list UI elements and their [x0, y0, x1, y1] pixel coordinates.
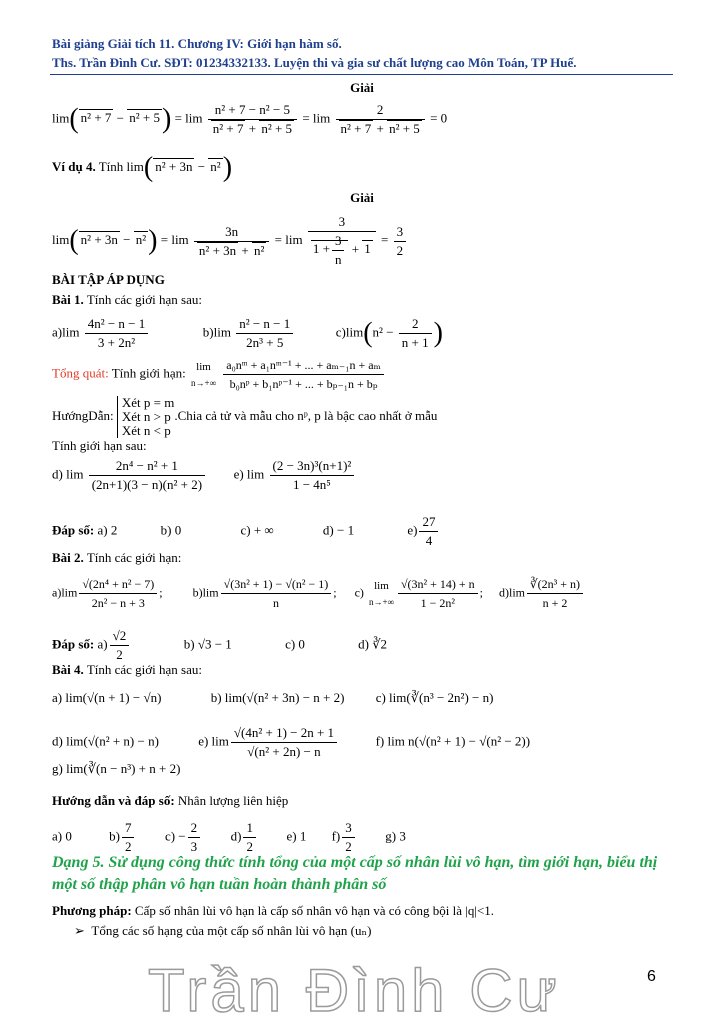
- equation-2: lim( n² + 3n − n²) = lim $\frac{3n}{\text{n² + 3n + n²}}$ = lim 3 1 + $\frac{3}{n}$ + 1 = $\frac{3}{2}$: [52, 214, 408, 268]
- eq2-fraction-1: $\frac{3n}{\text{n² + 3n + n²}}$: [194, 224, 269, 259]
- bai-2-title: Bài 2. Tính các giới hạn:: [52, 550, 182, 565]
- hint-block: HướngDẫn: Xét p = m Xét n > p Xét n < p .Chia cả tử và mẫu cho nᵖ, p là bậc cao nhất ở mẫu: [52, 395, 438, 438]
- header-rule: [50, 74, 673, 75]
- eq2-result: $\frac{3}{2}$: [394, 224, 407, 259]
- method-line: Phương pháp: Cấp số nhân lùi vô hạn là cấp số nhân vô hạn và có công bội là |q|<1.: [52, 903, 495, 918]
- bai-4-row-1: a) lim(√(n + 1) − √n) b) lim(√(n² + 3n) − n + 2) c) lim(∛(n³ − 2n²) − n): [52, 690, 494, 705]
- bai-2-items: a)lim $\frac{\text{√(2n⁴ + n² − 7)}}{\text{2n² − n + 3}}$ ; b)lim $\frac{\text{√(3n² + 1) − √(n² − 1)}}{n}$ ; c) lim n→+∞ $\frac{\text{√(3n² + 14) + n}}{\text{1 − 2n²}}$ ; d)lim $\frac{\text{∛(2n³ + n)}}{n + 2}$: [52, 576, 585, 611]
- eq1-fraction-1: $\frac{\text{n² + 7 − n² − 5}}{\text{n² + 7 + n² + 5}}$: [208, 102, 297, 137]
- answers-bai-2: Đáp số: a) $\frac{√2}{2}$ b) √3 − 1 c) 0 d) ∛2: [52, 628, 388, 662]
- equation-1: lim( n² + 7 − n² + 5) = lim $\frac{\text{n² + 7 − n² − 5}}{\text{n² + 7 + n² + 5}}$ = lim $\frac{2}{\text{n² + 7 + n² + 5}}$ = 0: [52, 102, 448, 136]
- watermark: Trần Đình Cư: [148, 957, 561, 1024]
- general-form: Tổng quát: Tính giới hạn: lim n→+∞ $\frac{\text{a₀nᵐ + a₁nᵐ⁻¹ + ... + aₘ₋₁n + aₘ}}{\text{b₀nᵖ + b₁nᵖ⁻¹ + ... + bₚ₋₁n + bₚ}}$: [52, 357, 386, 392]
- bai-4-row-3: g) lim(∛(n − n³) + n + 2): [52, 761, 181, 776]
- bai-4-row-2: d) lim(√(n² + n) − n) e) lim $\frac{\text{√(4n² + 1) − 2n + 1}}{\text{√(n² + 2n) − n}}$ f) lim n(√(n² + 1) − √(n² − 2)): [52, 725, 531, 759]
- eq2-fraction-2: 3 1 + $\frac{3}{n}$ + 1: [308, 214, 376, 268]
- section-dang-5-heading: Dạng 5. Sử dụng công thức tính tổng của một cấp số nhân lùi vô hạn, tìm giới hạn, biểu thị một số thập phân vô hạn tuần hoàn thành phân số: [52, 854, 658, 893]
- hint-and-answers: Hướng dẫn và đáp số: Nhân lượng liên hiệp: [52, 793, 289, 808]
- compute-limits-label: Tính giới hạn sau:: [52, 438, 147, 453]
- page-number: 6: [647, 968, 656, 985]
- bai-4-title: Bài 4. Tính các giới hạn sau:: [52, 662, 202, 677]
- solution-label-2: Giải: [350, 190, 374, 205]
- answers-bai-1: Đáp số: a) 2 b) 0 c) + ∞ d) − 1 e) $\frac{27}{4}$: [52, 514, 440, 549]
- answers-bai-4: a) 0 b) $\frac{7}{2}$ c) − $\frac{2}{3}$ d) $\frac{1}{2}$ e) 1 f) $\frac{3}{2}$ g) 3: [52, 820, 406, 854]
- header-line-1: Bài giảng Giải tích 11. Chương IV: Giới hạn hàm số.: [52, 36, 342, 51]
- bullet-sum-line: ➢ Tổng các số hạng của một cấp số nhân lùi vô hạn (uₙ): [74, 923, 372, 938]
- solution-label-1: Giải: [350, 80, 374, 95]
- bai-1-abc: a)lim $\frac{\text{4n² − n − 1}}{\text{3 + 2n²}}$ b)lim $\frac{\text{n² − n − 1}}{\text{2n³ + 5}}$ c)lim(n² − $\frac{2}{n + 1}$ ): [52, 316, 443, 350]
- eq1-fraction-2: $\frac{2}{\text{n² + 7 + n² + 5}}$: [336, 102, 425, 137]
- bai-1-title: Bài 1. Tính các giới hạn sau:: [52, 292, 202, 307]
- header-line-2: Ths. Trần Đình Cư. SĐT: 01234332133. Luyện thi và gia sư chất lượng cao Môn Toán, TP Huế.: [52, 55, 577, 70]
- exercise-heading: BÀI TẬP ÁP DỤNG: [52, 272, 165, 287]
- arrow-bullet-icon: ➢: [74, 923, 85, 938]
- example-4: Ví dụ 4. Tính lim( n² + 3n − n²): [52, 152, 233, 184]
- bai-1-de: d) lim $\frac{\text{2n⁴ − n² + 1}}{\text{(2n+1)(3 − n)(n² + 2)}}$ e) lim $\frac{\text{(2 − 3n)³(n+1)²}}{\text{1 − 4n⁵}}$: [52, 458, 356, 493]
